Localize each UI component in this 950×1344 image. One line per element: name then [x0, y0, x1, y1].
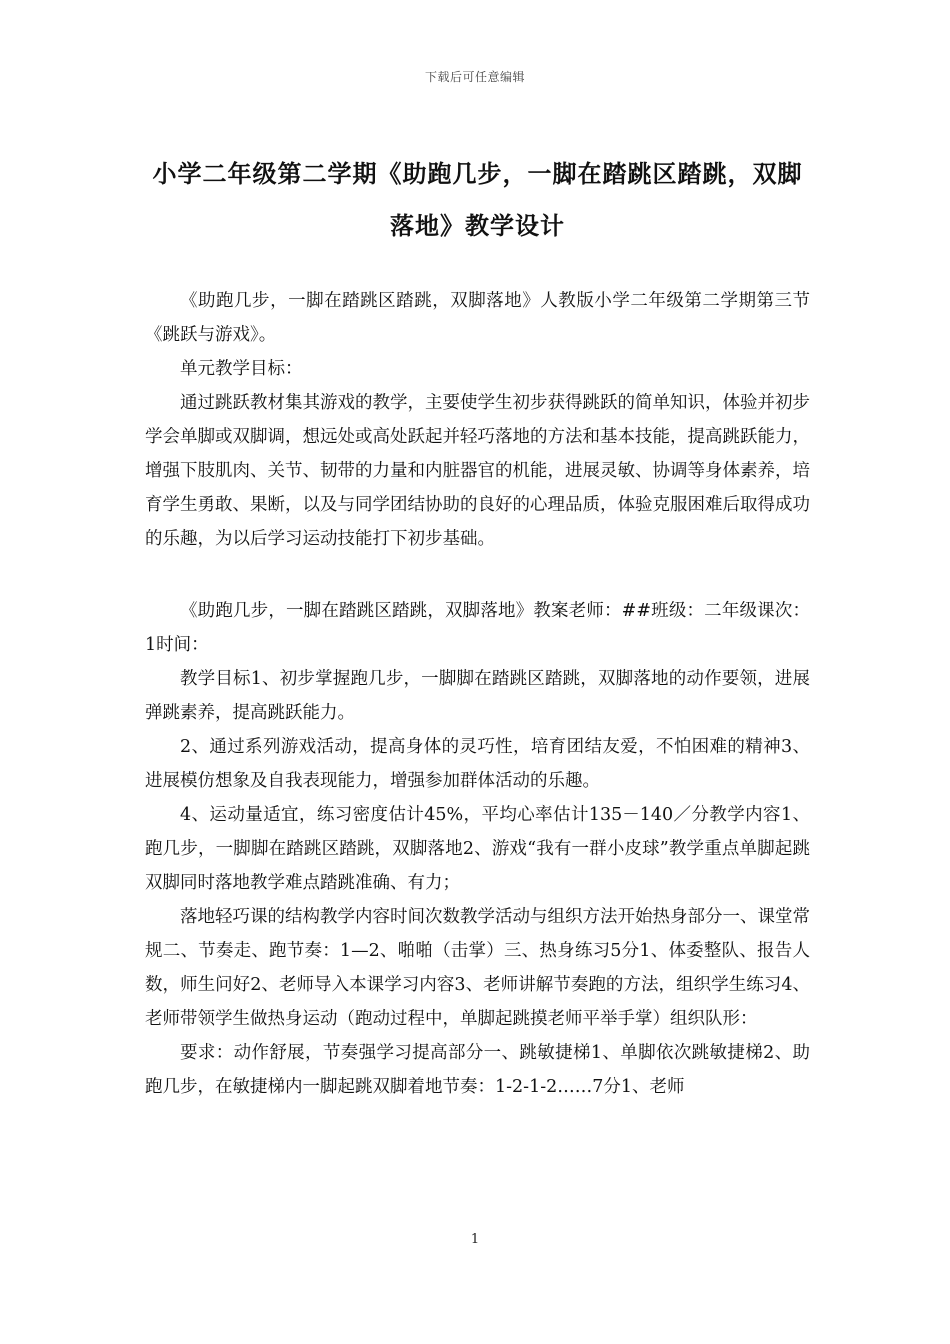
paragraph-objective-1: 教学目标1、初步掌握跑几步，一脚脚在踏跳区踏跳，双脚落地的动作要领，进展弹跳素养，提高跳跃能力。: [145, 669, 810, 723]
paragraph-objective-4: 4、运动量适宜，练习密度估计45%，平均心率估计135－140／分教学内容1、跑几步，一脚脚在踏跳区踏跳，双脚落地2、游戏“我有一群小皮球”教学重点单脚起跳双脚同时落地教学难点踏跳准确、有力；: [145, 805, 810, 893]
paragraph-intro: 《助跑几步，一脚在踏跳区踏跳，双脚落地》人教版小学二年级第二学期第三节《跳跃与游戏》。: [145, 291, 810, 345]
paragraph-unit-goal-heading: 单元教学目标：: [180, 359, 303, 379]
paragraph-objective-2: 2、通过系列游戏活动，提高身体的灵巧性，培育团结友爱，不怕困难的精神3、进展模仿想象及自我表现能力，增强参加群体活动的乐趣。: [145, 737, 810, 791]
document-body: [145, 284, 810, 1104]
header-note: 下载后可任意编辑: [424, 70, 525, 84]
document-title: 小学二年级第二学期《助跑几步，一脚在踏跳区踏跳，双脚落地》教学设计: [152, 160, 803, 240]
page-number: 1: [470, 1232, 480, 1247]
paragraph-lesson-info: 《助跑几步，一脚在踏跳区踏跳，双脚落地》教案老师：##班级：二年级课次：1时间：: [145, 601, 810, 655]
paragraph-unit-goal: 通过跳跃教材集其游戏的教学，主要使学生初步获得跳跃的简单知识，体验并初步学会单脚或双脚调，想远处或高处跃起并轻巧落地的方法和基本技能，提高跳跃能力，增强下肢肌肉、关节、韧带的力量和内脏器官的机能，进展灵敏、协调等身体素养，培育学生勇敢、果断，以及与同学团结协助的良好的心理品质，体验克服困难后取得成功的乐趣，为以后学习运动技能打下初步基础。: [145, 393, 810, 549]
paragraph-requirements: 要求：动作舒展，节奏强学习提高部分一、跳敏捷梯1、单脚依次跳敏捷梯2、助跑几步，在敏捷梯内一脚起跳双脚着地节奏：1-2-1-2……7分1、老师: [145, 1043, 810, 1097]
paragraph-structure: 落地轻巧课的结构教学内容时间次数教学活动与组织方法开始热身部分一、课堂常规二、节奏走、跑节奏：1—2、啪啪（击掌）三、热身练习5分1、体委整队、报告人数，师生问好2、老师导入本课学习内容3、老师讲解节奏跑的方法，组织学生练习4、老师带领学生做热身运动（跑动过程中，单脚起跳摸老师平举手掌）组织队形：: [145, 907, 810, 1029]
